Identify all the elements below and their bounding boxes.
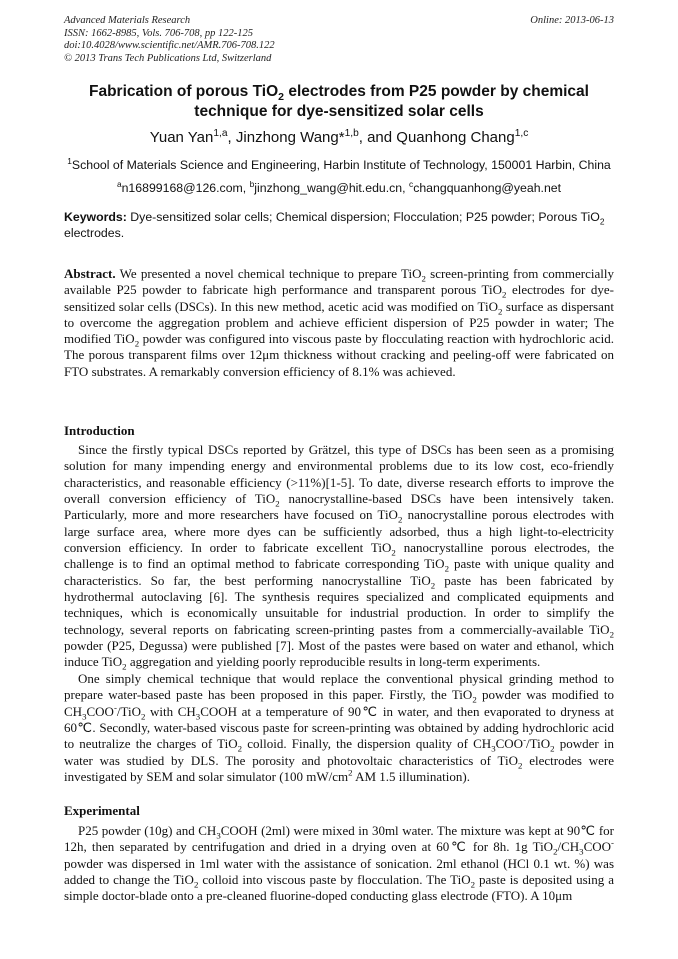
copyright-line: © 2013 Trans Tech Publications Ltd, Switzerland: [64, 52, 272, 64]
keywords: Keywords: Dye-sensitized solar cells; Chemical dispersion; Flocculation; P25 powder; Porous TiO$_2$ electrodes.: [64, 210, 605, 240]
introduction-body: [64, 442, 614, 785]
abstract-label: Abstract.: [64, 266, 116, 281]
author-name: Yuan Yan: [149, 129, 214, 146]
author-emails: $^a$n16899168@126.com, $^b$jinzhong_wang@hit.edu.cn, $^c$changquanhong@yeah.net: [116, 178, 562, 195]
journal-name: Advanced Materials Research: [64, 15, 191, 26]
author-list: Yuan Yan$^{1,a}$, Jinzhong Wang*$^{1,b}$, and Quanhong Chang$^{1,c}$: [149, 128, 529, 146]
issn-line: ISSN: 1662-8985, Vols. 706-708, pp 122-125: [64, 27, 253, 39]
online-date: Online: 2013-06-13: [530, 15, 614, 26]
journal-header: [64, 15, 275, 65]
keywords-label: Keywords:: [64, 210, 127, 224]
experimental-body: [64, 823, 614, 905]
abstract: Abstract. We presented a novel chemical technique to prepare TiO$_2$ screen-printing from commercially available P25 powder to fabricate high performance and transparent porous TiO$_2$ electrodes for dye-sensitized solar cells (DSCs). In this new method, acetic acid was modified on TiO$_2$ surface as dispersant to overcome the aggregation problem and achieve efficient dispersion of P25 powder in water; The modified TiO$_2$ powder was configured into viscous paste by flocculating reaction with hydrochloric acid. The porous transparent films over 12μm thickness without cracking and peeling-off were fabricated on FTO substrates. A remarkably conversion efficiency of 8.1% was achieved.: [64, 266, 615, 379]
affiliation: $^1$School of Materials Science and Engineering, Harbin Institute of Technology, 150001 Harbin, China: [67, 155, 611, 172]
paper-title: Fabrication of porous TiO$_2$ electrodes from P25 powder by chemical technique for dye-sensitized solar cells: [89, 83, 589, 120]
author-name: Jinzhong Wang*: [235, 129, 345, 146]
email-link[interactable]: jinzhong_wang@hit.edu.cn: [254, 181, 403, 195]
paragraph: Since the firstly typical DSCs reported by Grätzel, this type of DSCs has been seen as a promising solution for many impending energy and environmental problems due to its low cost, eco-friendly characteristics, and reasonable efficiency (>11%)[1-5]. To date, diverse research efforts to improve the overall conversion efficiency of TiO$_2$ nanocrystalline-based DSCs have been intensively taken. Particularly, more and more researchers have focused on TiO$_2$ nanocrystalline porous electrodes with large surface area, where more dyes can be sufficiently adsorbed, thus a high light-to-electricity conversion efficiency. In order to fabricate excellent TiO$_2$ nanocrystalline porous electrodes, the challenge is to find an optimal method to fabricate corresponding TiO$_2$ paste with unique quality and characteristics. So far, the best performing nanocrystalline TiO$_2$ paste has been fabricated by hydrothermal autoclaving [6]. The synthesis requires specialized and complicated equipments and techniques, which is economically unsuitable for industrial production. In order to simplify the technology, several reports on fabricating screen-printing pastes from a commercially-available TiO$_2$ powder (P25, Degussa) were published [7]. Most of the pastes were based on water and ethanol, which induce TiO$_2$ aggregation and yielding poorly reproducible results in long-term experiments.: [64, 442, 615, 673]
paragraph: One simply chemical technique that would replace the conventional physical grinding method to prepare water-based paste has been proposed in this paper. Firstly, the TiO$_2$ powder was modified to $CH_3COO^-/TiO_2$ with $CH_3COOH$ at a temperature of 90℃ in water, and then evaporated to dryness at 60℃. Secondly, water-based viscous paste for screen-printing was obtained by adding hydrochloric acid to neutralize the charges of TiO$_2$ colloid. Finally, the dispersion quality of $CH_3COO^-/TiO_2$ powder in water was studied by DLS. The porosity and photovoltaic characteristics of TiO$_2$ electrodes were investigated by SEM and solar simulator (100 $mW/cm^2$ AM 1.5 illumination).: [64, 670, 615, 784]
section-heading-introduction: Introduction: [64, 423, 135, 438]
email-link[interactable]: n16899168@126.com: [121, 181, 243, 195]
author-name: Quanhong Chang: [396, 129, 515, 146]
doi-line[interactable]: doi:10.4028/www.scientific.net/AMR.706-708.122: [64, 40, 275, 51]
email-link[interactable]: changquanhong@yeah.net: [413, 181, 562, 195]
section-heading-experimental: Experimental: [64, 803, 140, 818]
paragraph: P25 powder (10g) and $CH_3COOH$ (2ml) were mixed in 30ml water. The mixture was kept at 90℃ for 12h, then separated by centrifugation and dried in a drying oven at 60℃ for 8h. 1g $TiO_2/CH_3COO^-$ powder was dispersed in 1ml water with the assistance of sonication. 2ml ethanol (HCl 0.1 wt. %) was added to change the TiO$_2$ colloid into viscous paste by flocculation. The TiO$_2$ paste is deposited using a simple doctor-blade onto a pre-cleaned fluorine-doped conducting glass electrode (FTO). A 10μm: [64, 823, 615, 904]
